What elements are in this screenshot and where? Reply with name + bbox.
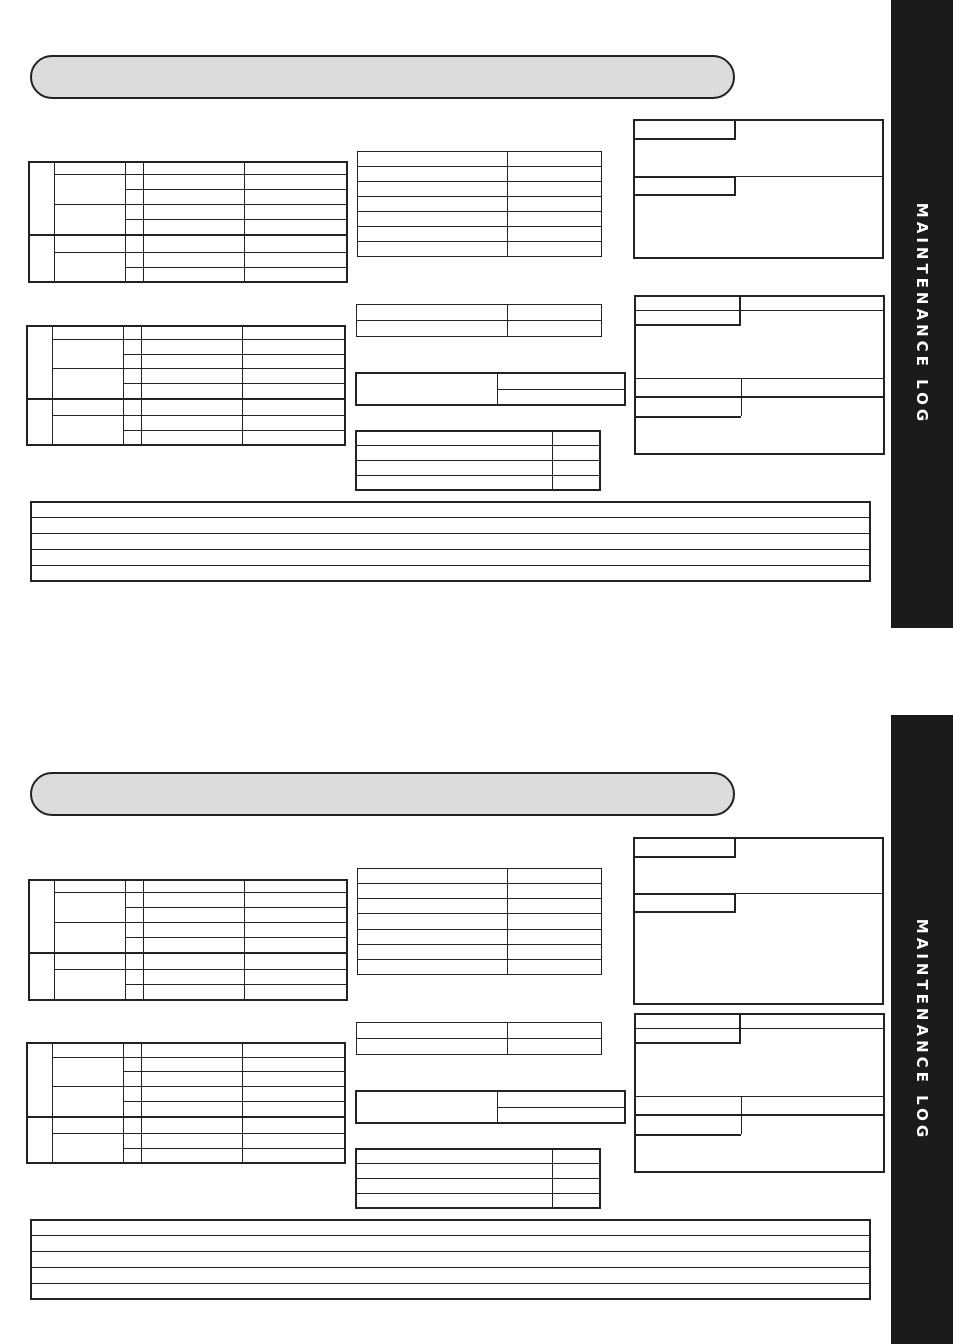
section-tab-top: [891, 0, 953, 628]
section-tab-label: MAINTENANCE LOG: [913, 202, 931, 426]
log-table-left-a: [28, 161, 348, 283]
log-table-left-a: [28, 879, 348, 1001]
section-tab-bottom: [891, 715, 953, 1344]
section-title-bar: [30, 772, 735, 816]
log-table-left-b: [26, 1042, 346, 1164]
log-table-left-b: [26, 325, 346, 446]
section-tab-label: MAINTENANCE LOG: [913, 918, 931, 1141]
section-title-bar: [30, 55, 735, 99]
